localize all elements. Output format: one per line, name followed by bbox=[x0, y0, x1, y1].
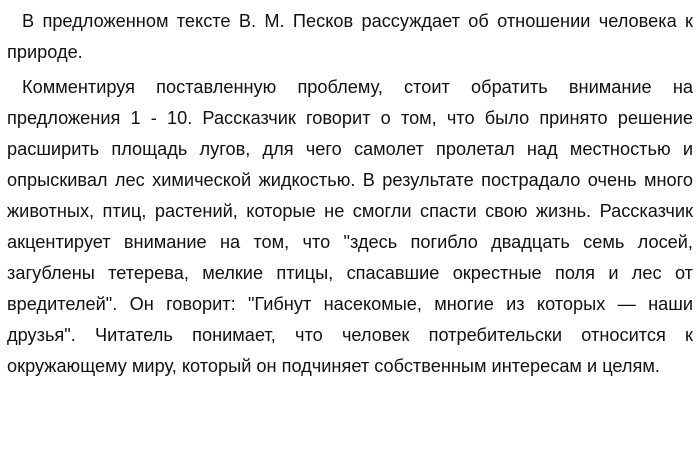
paragraph: Комментируя поставленную проблему, стоит обратить внимание на предложения 1 - 10. Рассказчик говорит о том, что было принято решение расширить площадь лугов, для чего самолет пролетал над местностью и опрыскивал лес химической жидкостью. В результате пострадало очень много животных, птиц, растений, которые не смогли спасти свою жизнь. Рассказчик акцентирует внимание на том, что "здесь погибло двадцать семь лосей, загублены тетерева, мелкие птицы, спасавшие окрестные поля и лес от вредителей". Он говорит: "Гибнут насекомые, многие из которых — наши друзья". Читатель понимает, что человек потребительски относится к окружающему миру, который он подчиняет собственным интересам и целям. bbox=[7, 77, 693, 376]
paragraph: В предложенном тексте В. М. Песков рассуждает об отношении человека к природе. bbox=[7, 11, 693, 62]
document-body bbox=[7, 6, 693, 386]
